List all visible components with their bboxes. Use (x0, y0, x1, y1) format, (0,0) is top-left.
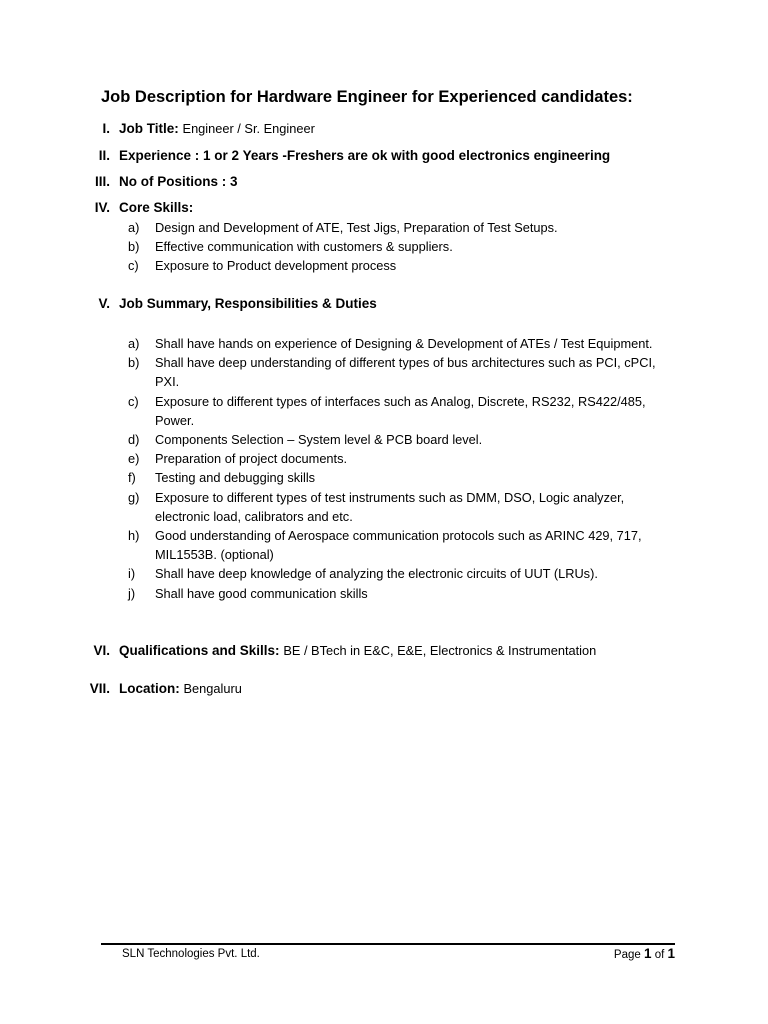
section-number: I. (102, 121, 110, 136)
list-item (0, 237, 768, 256)
qualifications-label: Qualifications and Skills: (119, 643, 280, 658)
section-number: III. (94, 174, 110, 189)
list-item-text: Exposure to Product development process (155, 258, 397, 274)
list-item (0, 526, 768, 564)
job-title-value: Engineer / Sr. Engineer (182, 121, 315, 136)
section-heading (119, 119, 315, 138)
list-item (0, 449, 768, 468)
section-number: V. (98, 296, 110, 311)
list-item-text: Shall have good communication skills (155, 585, 368, 601)
core-skills-label: Core Skills: (119, 200, 194, 215)
list-item-text: Shall have deep understanding of different types of bus architectures such as PCI, cPCI, PXI. (155, 355, 656, 390)
section-number: VII. (89, 681, 110, 696)
document-title: Job Description for Hardware Engineer for Experienced candidates: (101, 88, 633, 106)
page-total: 1 (667, 946, 675, 961)
list-item-text: Preparation of project documents. (155, 451, 348, 467)
list-item-text: Shall have deep knowledge of analyzing the electronic circuits of UUT (LRUs). (155, 566, 598, 582)
location-value: Bengaluru (183, 681, 242, 696)
experience-label: Experience : 1 or 2 Years -Freshers are ok with good electronics engineering (119, 148, 611, 163)
list-marker: a) (128, 336, 140, 351)
list-item-text: Testing and debugging skills (155, 470, 316, 486)
location-label: Location: (119, 681, 180, 696)
section-heading (119, 198, 193, 217)
list-marker: a) (128, 220, 140, 235)
list-marker: c) (128, 393, 139, 409)
list-marker: h) (128, 528, 140, 544)
list-item (0, 468, 768, 487)
list-item (0, 584, 768, 603)
section-number: IV. (94, 200, 110, 215)
list-marker: b) (128, 355, 140, 371)
section-number: II. (98, 148, 110, 163)
footer-company: SLN Technologies Pvt. Ltd. (122, 948, 260, 960)
list-marker: b) (128, 239, 140, 255)
positions-label: No of Positions : 3 (119, 174, 238, 189)
section-heading (119, 641, 596, 660)
section-heading (119, 172, 238, 191)
list-marker: d) (128, 432, 140, 448)
qualifications-value: BE / BTech in E&C, E&E, Electronics & Instrumentation (283, 643, 597, 658)
page-word: Page (613, 949, 641, 961)
footer-divider (101, 943, 675, 945)
responsibilities-list (0, 334, 768, 603)
list-item (0, 392, 768, 430)
list-item-text: Design and Development of ATE, Test Jigs, Preparation of Test Setups. (155, 220, 558, 235)
list-item (0, 430, 768, 449)
section-heading (119, 294, 377, 313)
list-item-text: Exposure to different types of test instruments such as DMM, DSO, Logic analyzer, electronic load, calibrators and etc. (155, 489, 625, 524)
list-item (0, 488, 768, 526)
job-title-label: Job Title: (119, 121, 179, 136)
section-heading (119, 146, 610, 165)
list-item-text: Components Selection – System level & PCB board level. (155, 432, 483, 448)
list-marker: e) (128, 451, 140, 467)
list-marker: f) (128, 470, 136, 486)
job-summary-label: Job Summary, Responsibilities & Duties (119, 296, 377, 311)
core-skills-list (0, 218, 768, 276)
list-item-text: Effective communication with customers & suppliers. (155, 239, 453, 255)
list-item (0, 218, 768, 237)
list-marker: j) (128, 585, 136, 601)
list-marker: c) (128, 258, 139, 274)
list-item-text: Exposure to different types of interfaces such as Analog, Discrete, RS232, RS422/485, Power. (155, 393, 646, 428)
list-item (0, 353, 768, 391)
page-current: 1 (643, 946, 652, 961)
footer-page-number (614, 946, 675, 961)
section-number: VI. (93, 643, 110, 658)
list-item-text: Shall have hands on experience of Designing & Development of ATEs / Test Equipment. (155, 336, 653, 351)
list-item-text: Good understanding of Aerospace communication protocols such as ARINC 429, 717, MIL1553B. (optional) (155, 528, 642, 563)
list-item (0, 564, 768, 583)
list-item (0, 334, 768, 353)
list-item (0, 256, 768, 275)
section-heading (119, 679, 242, 698)
of-word: of (654, 949, 665, 961)
list-marker: i) (128, 566, 136, 582)
list-marker: g) (128, 489, 140, 505)
